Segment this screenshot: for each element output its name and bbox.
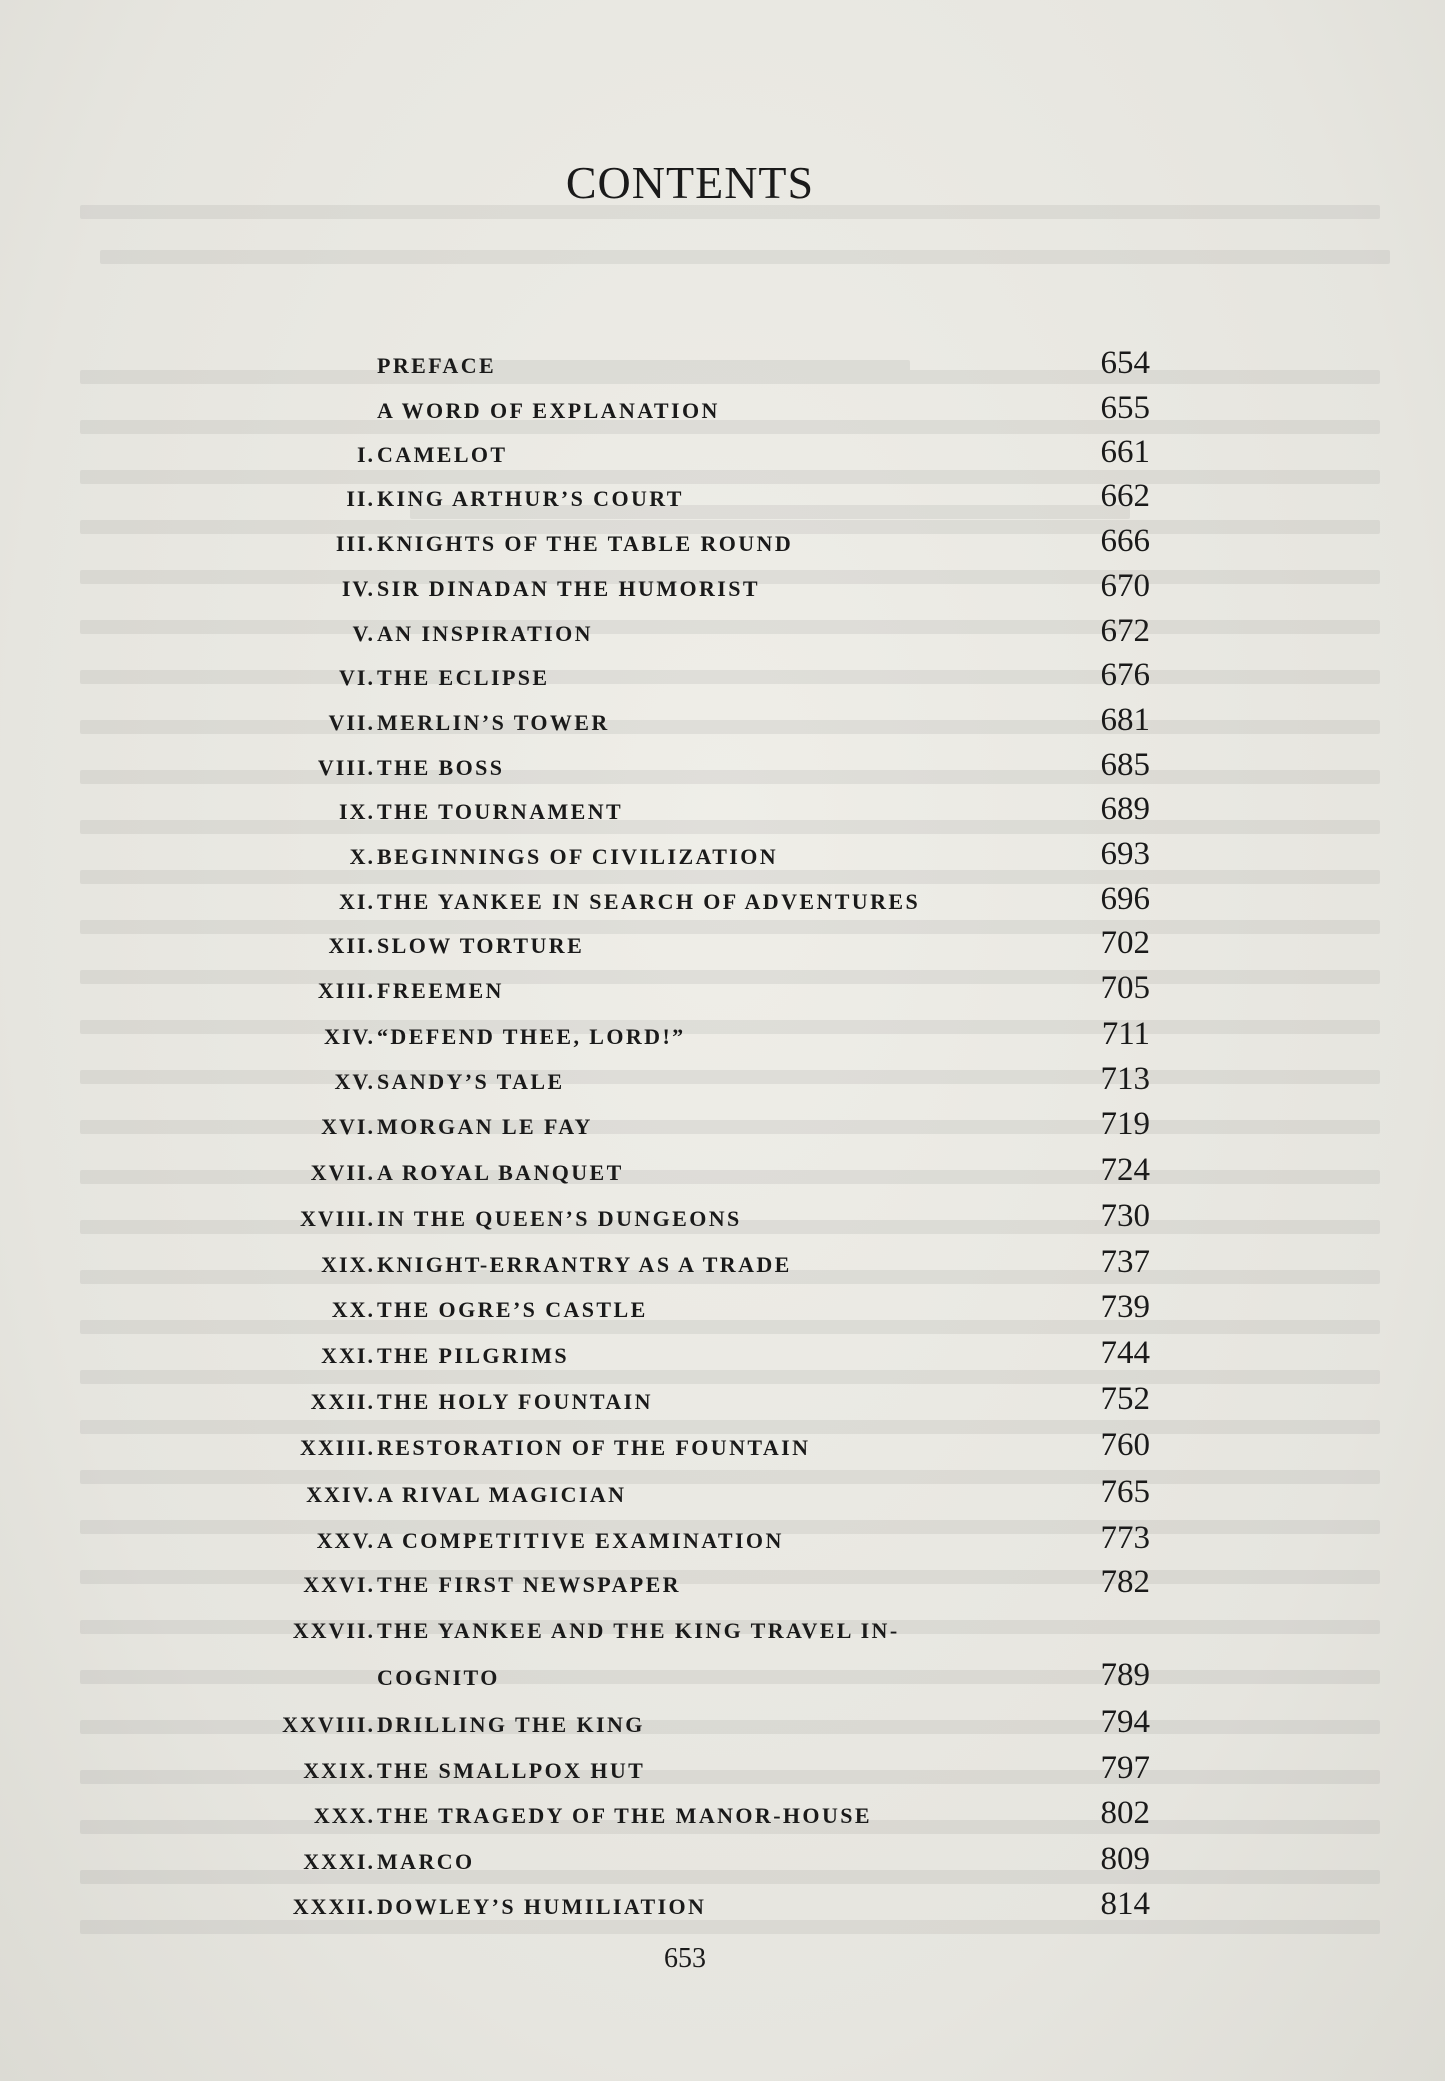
toc-entry	[0, 657, 1150, 695]
chapter-title: MERLIN’S TOWER	[377, 710, 610, 735]
chapter-number: XXVIII.	[282, 1712, 375, 1737]
toc-entry	[0, 1841, 1150, 1879]
toc-entry	[0, 1704, 1150, 1742]
chapter-number: I.	[356, 442, 375, 467]
toc-entry	[0, 881, 1150, 919]
toc-entry	[0, 791, 1150, 829]
chapter-title: DRILLING THE KING	[377, 1712, 645, 1737]
chapter-page: 782	[1100, 1564, 1150, 1600]
chapter-title: SLOW TORTURE	[377, 933, 585, 958]
toc-entry	[0, 1289, 1150, 1327]
toc-entry	[0, 836, 1150, 874]
chapter-title: KNIGHTS OF THE TABLE ROUND	[377, 531, 794, 556]
chapter-page: 685	[1100, 747, 1150, 783]
chapter-page: 744	[1100, 1335, 1150, 1371]
contents-heading: CONTENTS	[565, 156, 815, 208]
chapter-page: 662	[1100, 478, 1150, 514]
toc-entry	[0, 1016, 1150, 1054]
chapter-title: THE YANKEE AND THE KING TRAVEL IN-	[377, 1618, 900, 1643]
chapter-number: XI.	[339, 889, 375, 914]
toc-entry	[0, 1886, 1150, 1924]
chapter-number: XXI.	[321, 1343, 375, 1368]
chapter-page: 760	[1100, 1427, 1150, 1463]
chapter-page: 789	[1100, 1657, 1150, 1693]
chapter-title: KING ARTHUR’S COURT	[377, 486, 684, 511]
chapter-number: XXVII.	[292, 1618, 375, 1643]
toc-entry	[0, 345, 1150, 383]
toc-entry	[0, 1520, 1150, 1558]
toc-entry	[0, 1657, 1150, 1695]
toc-entry	[0, 1750, 1150, 1788]
chapter-title: THE OGRE’S CASTLE	[377, 1297, 648, 1322]
toc-entry	[0, 1244, 1150, 1282]
chapter-page: 752	[1100, 1381, 1150, 1417]
chapter-title: RESTORATION OF THE FOUNTAIN	[377, 1435, 811, 1460]
toc-entry	[0, 1061, 1150, 1099]
chapter-number: XXIX.	[303, 1758, 375, 1783]
toc-entry	[0, 478, 1150, 516]
toc-entry	[0, 1152, 1150, 1190]
toc-entry	[0, 1198, 1150, 1236]
chapter-number: XXV.	[316, 1528, 375, 1553]
chapter-page: 654	[1100, 345, 1150, 381]
toc-entry	[0, 1381, 1150, 1419]
chapter-number: XII.	[328, 933, 375, 958]
toc-entry	[0, 523, 1150, 561]
chapter-number: XXIV.	[306, 1482, 375, 1507]
chapter-title: THE BOSS	[377, 755, 505, 780]
chapter-number: XIX.	[321, 1252, 375, 1277]
toc-entry	[0, 1335, 1150, 1373]
chapter-page: 814	[1100, 1886, 1150, 1922]
chapter-title: THE TRAGEDY OF THE MANOR-HOUSE	[377, 1803, 872, 1828]
chapter-page: 737	[1100, 1244, 1150, 1280]
chapter-number: XXII.	[310, 1389, 375, 1414]
chapter-title: BEGINNINGS OF CIVILIZATION	[377, 844, 779, 869]
chapter-page: 797	[1100, 1750, 1150, 1786]
chapter-page: 666	[1100, 523, 1150, 559]
chapter-page: 711	[1101, 1016, 1150, 1052]
chapter-title: A WORD OF EXPLANATION	[377, 398, 720, 423]
toc-entry	[0, 1106, 1150, 1144]
chapter-title: CAMELOT	[377, 442, 508, 467]
toc-entry	[0, 747, 1150, 785]
toc-entry	[0, 568, 1150, 606]
chapter-page: 696	[1100, 881, 1150, 917]
page-number: 653	[664, 1943, 706, 1974]
chapter-title: DOWLEY’S HUMILIATION	[377, 1894, 707, 1919]
chapter-number: VI.	[339, 665, 375, 690]
chapter-title: AN INSPIRATION	[377, 621, 593, 646]
chapter-page: 724	[1100, 1152, 1150, 1188]
chapter-page: 689	[1100, 791, 1150, 827]
chapter-number: VIII.	[317, 755, 375, 780]
chapter-page: 765	[1100, 1474, 1150, 1510]
chapter-page: 730	[1100, 1198, 1150, 1234]
chapter-title: SANDY’S TALE	[377, 1069, 565, 1094]
chapter-number: XXXI.	[303, 1849, 375, 1874]
chapter-title: THE SMALLPOX HUT	[377, 1758, 646, 1783]
chapter-title: “DEFEND THEE, LORD!”	[377, 1024, 686, 1049]
toc-entry	[0, 925, 1150, 963]
chapter-number: XXVI.	[303, 1572, 375, 1597]
chapter-title: THE YANKEE IN SEARCH OF ADVENTURES	[377, 889, 921, 914]
chapter-number: XIV.	[323, 1024, 375, 1049]
chapter-title: THE ECLIPSE	[377, 665, 550, 690]
chapter-title: KNIGHT-ERRANTRY AS A TRADE	[377, 1252, 792, 1277]
chapter-title: SIR DINADAN THE HUMORIST	[377, 576, 760, 601]
chapter-number: XXXII.	[292, 1894, 375, 1919]
chapter-title: MORGAN LE FAY	[377, 1114, 593, 1139]
chapter-page: 702	[1100, 925, 1150, 961]
chapter-page: 676	[1100, 657, 1150, 693]
chapter-page: 773	[1100, 1520, 1150, 1556]
toc-entry	[0, 702, 1150, 740]
chapter-title: THE TOURNAMENT	[377, 799, 624, 824]
chapter-number: XXIII.	[300, 1435, 375, 1460]
chapter-title: THE FIRST NEWSPAPER	[377, 1572, 681, 1597]
chapter-title: THE PILGRIMS	[377, 1343, 569, 1368]
chapter-page: 670	[1100, 568, 1150, 604]
chapter-title: COGNITO	[377, 1665, 500, 1690]
chapter-page: 681	[1100, 702, 1150, 738]
chapter-number: XV.	[334, 1069, 375, 1094]
toc-entry	[0, 1564, 1150, 1602]
chapter-page: 713	[1100, 1061, 1150, 1097]
chapter-number: IX.	[339, 799, 375, 824]
chapter-page: 739	[1100, 1289, 1150, 1325]
ghost-line	[100, 250, 1390, 264]
chapter-number: XX.	[331, 1297, 375, 1322]
toc-entry	[0, 613, 1150, 651]
toc-entry	[0, 1795, 1150, 1833]
chapter-number: IV.	[341, 576, 375, 601]
chapter-page: 719	[1100, 1106, 1150, 1142]
chapter-number: XVI.	[321, 1114, 375, 1139]
toc-entry	[0, 1474, 1150, 1512]
chapter-page: 705	[1100, 970, 1150, 1006]
chapter-title: MARCO	[377, 1849, 475, 1874]
chapter-number: XVIII.	[300, 1206, 375, 1231]
toc-entry	[0, 434, 1150, 472]
chapter-page: 794	[1100, 1704, 1150, 1740]
chapter-title: FREEMEN	[377, 978, 504, 1003]
chapter-page: 802	[1100, 1795, 1150, 1831]
chapter-number: X.	[349, 844, 375, 869]
toc-entry	[0, 390, 1150, 428]
chapter-number: XIII.	[317, 978, 375, 1003]
toc-entry	[0, 970, 1150, 1008]
chapter-page: 809	[1100, 1841, 1150, 1877]
chapter-page: 655	[1100, 390, 1150, 426]
toc-entry	[0, 1427, 1150, 1465]
chapter-title: PREFACE	[377, 353, 497, 378]
chapter-number: II.	[346, 486, 375, 511]
chapter-title: A COMPETITIVE EXAMINATION	[377, 1528, 784, 1553]
toc-entry	[0, 1610, 1150, 1648]
chapter-number: XXX.	[313, 1803, 375, 1828]
chapter-number: XVII.	[310, 1160, 375, 1185]
chapter-page: 661	[1100, 434, 1150, 470]
chapter-number: V.	[352, 621, 375, 646]
chapter-title: A RIVAL MAGICIAN	[377, 1482, 627, 1507]
chapter-number: VII.	[328, 710, 375, 735]
chapter-number: III.	[335, 531, 375, 556]
chapter-title: A ROYAL BANQUET	[377, 1160, 624, 1185]
chapter-title: IN THE QUEEN’S DUNGEONS	[377, 1206, 742, 1231]
chapter-page: 693	[1100, 836, 1150, 872]
chapter-title: THE HOLY FOUNTAIN	[377, 1389, 653, 1414]
chapter-page: 672	[1100, 613, 1150, 649]
